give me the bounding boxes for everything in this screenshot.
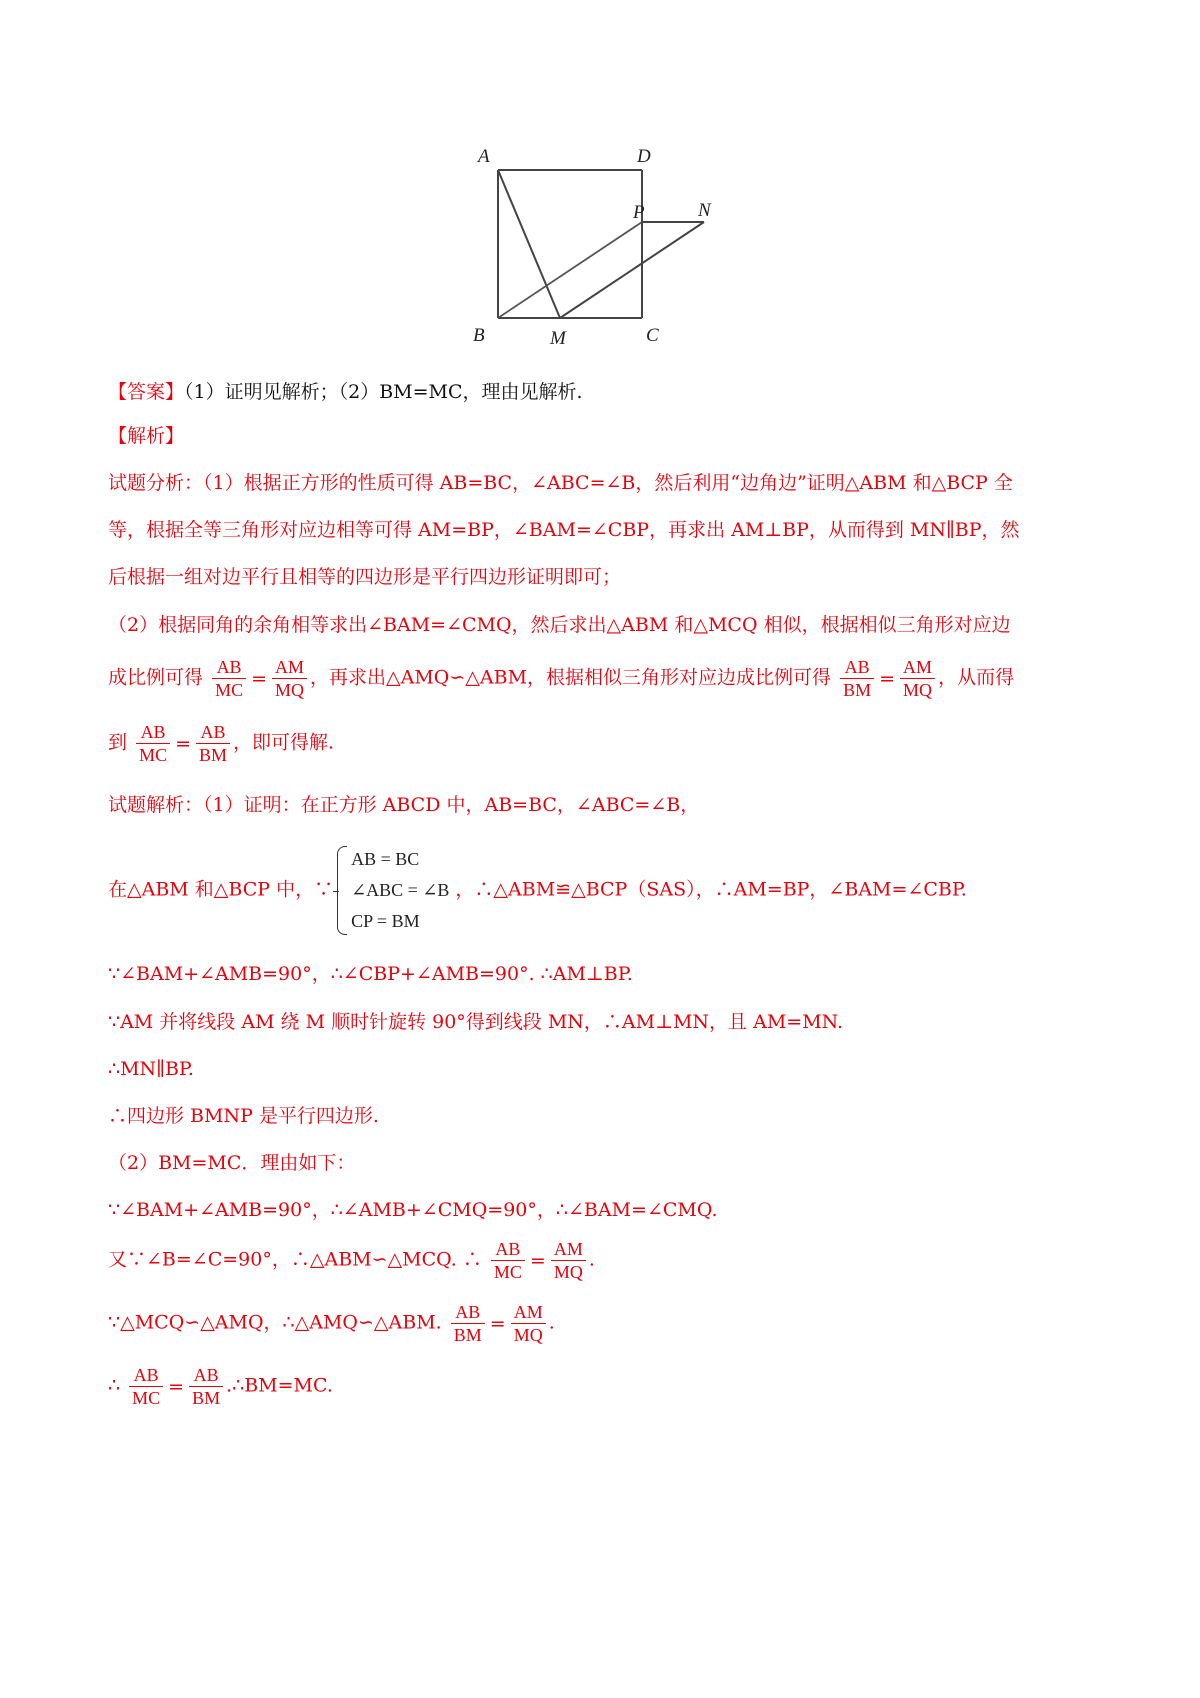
analysis-text: ，从而得 — [938, 666, 1015, 689]
segment-am — [498, 170, 560, 318]
fraction-ab-bm: $\frac{AB}{BM}$ — [189, 1364, 223, 1409]
solution-line-2 — [108, 844, 967, 937]
solution-line-1: 试题解析：（1）证明：在正方形 ABCD 中，AB=BC，∠ABC=∠B， — [108, 794, 700, 816]
solution-line-6: ∴四边形 BMNP 是平行四边形. — [108, 1105, 379, 1127]
fraction-ab-mc: $\frac{AB}{MC}$ — [212, 656, 246, 701]
equation-system — [337, 844, 449, 937]
fraction-am-mq: $\frac{AM}{MQ}$ — [900, 656, 935, 701]
fraction-ab-mc: $\frac{AB}{MC}$ — [136, 721, 170, 766]
analysis-part2-line-1: （2）根据同角的余角相等求出∠BAM=∠CMQ，然后求出△ABM 和△MCQ 相似，根据相似三角形对应边 — [108, 614, 1011, 636]
solution-line-11 — [108, 1364, 333, 1409]
fraction-ab-mc: $\frac{AB}{MC}$ — [491, 1238, 525, 1283]
solution-line-9 — [108, 1238, 595, 1283]
solution-line-10 — [108, 1301, 555, 1346]
answer-line — [108, 380, 583, 404]
analysis-line-1: 试题分析：（1）根据正方形的性质可得 AB=BC，∠ABC=∠B，然后利用“边角边”证明△ABM 和△BCP 全 — [108, 472, 1013, 494]
equals-sign: = — [251, 667, 267, 690]
analysis-tag: 【解析】 — [108, 425, 185, 447]
label-a: A — [478, 148, 490, 167]
system-line: ∠ABC = ∠B — [351, 880, 450, 900]
solution-text: 又∵∠B=∠C=90°，∴△ABM∽△MCQ. ∴ — [108, 1248, 482, 1271]
solution-line-4: ∵AM 并将线段 AM 绕 M 顺时针旋转 90°得到线段 MN，∴AM⊥MN，且 AM=MN. — [108, 1011, 844, 1033]
equals-sign: = — [168, 1375, 185, 1398]
geometry-figure — [470, 148, 740, 350]
analysis-line-2: 等，根据全等三角形对应边相等可得 AM=BP，∠BAM=∠CBP，再求出 AM⊥BP，从而得到 MN∥BP，然 — [108, 519, 1020, 541]
equals-sign: = — [489, 1312, 506, 1335]
solution-text: .∴BM=MC. — [226, 1374, 333, 1397]
label-p: P — [633, 202, 645, 223]
equals-sign: = — [529, 1249, 546, 1272]
solution-line-3: ∵∠BAM+∠AMB=90°，∴∠CBP+∠AMB=90°. ∴AM⊥BP. — [108, 963, 633, 985]
solution-text: ∵△MCQ∽△AMQ，∴△AMQ∽△ABM. — [108, 1311, 442, 1334]
solution-text: . — [548, 1311, 555, 1334]
system-line: CP = BM — [351, 911, 420, 931]
solution-text: ，∴△ABM≌△BCP（SAS），∴AM=BP，∠BAM=∠CBP. — [455, 878, 967, 901]
label-m: M — [550, 328, 566, 349]
equals-sign: = — [175, 732, 191, 755]
label-n: N — [698, 200, 711, 221]
label-c: C — [646, 325, 659, 346]
segment-bp — [498, 222, 642, 318]
analysis-line-3: 后根据一组对边平行且相等的四边形是平行四边形证明即可； — [108, 566, 622, 588]
equals-sign: = — [879, 667, 896, 690]
fraction-am-mq: $\frac{AM}{MQ}$ — [272, 656, 307, 701]
analysis-text: ，再求出△AMQ∽△ABM，根据相似三角形对应边成比例可得 — [310, 666, 832, 689]
fraction-am-mq: $\frac{AM}{MQ}$ — [511, 1301, 546, 1346]
analysis-text: ，即可得解. — [233, 731, 335, 754]
label-b: B — [473, 325, 485, 346]
fraction-ab-bm: $\frac{AB}{BM}$ — [451, 1301, 485, 1346]
answer-tag: 【答案】 — [108, 381, 185, 403]
analysis-text: 到 — [108, 731, 128, 754]
analysis-text: 成比例可得 — [108, 666, 204, 689]
solution-line-7: （2）BM=MC．理由如下： — [108, 1152, 356, 1174]
solution-text: . — [588, 1248, 595, 1271]
solution-text: ∴ — [108, 1374, 121, 1397]
fraction-ab-bm: $\frac{AB}{BM}$ — [196, 721, 230, 766]
solution-line-8: ∵∠BAM+∠AMB=90°，∴∠AMB+∠CMQ=90°，∴∠BAM=∠CMQ. — [108, 1199, 718, 1221]
answer-text: （1）证明见解析；（2）BM=MC，理由见解析. — [184, 381, 583, 403]
solution-line-5: ∴MN∥BP. — [108, 1058, 194, 1080]
fraction-ab-bm: $\frac{AB}{BM}$ — [840, 656, 874, 701]
segment-mn — [560, 222, 704, 318]
fraction-ab-mc: $\frac{AB}{MC}$ — [129, 1364, 163, 1409]
analysis-part2-line-2 — [108, 656, 1014, 701]
label-d: D — [637, 148, 651, 167]
solution-text: 在△ABM 和△BCP 中，∵ — [108, 878, 334, 901]
analysis-part2-line-3 — [108, 721, 334, 766]
fraction-am-mq: $\frac{AM}{MQ}$ — [551, 1238, 586, 1283]
system-line: AB = BC — [351, 849, 420, 869]
